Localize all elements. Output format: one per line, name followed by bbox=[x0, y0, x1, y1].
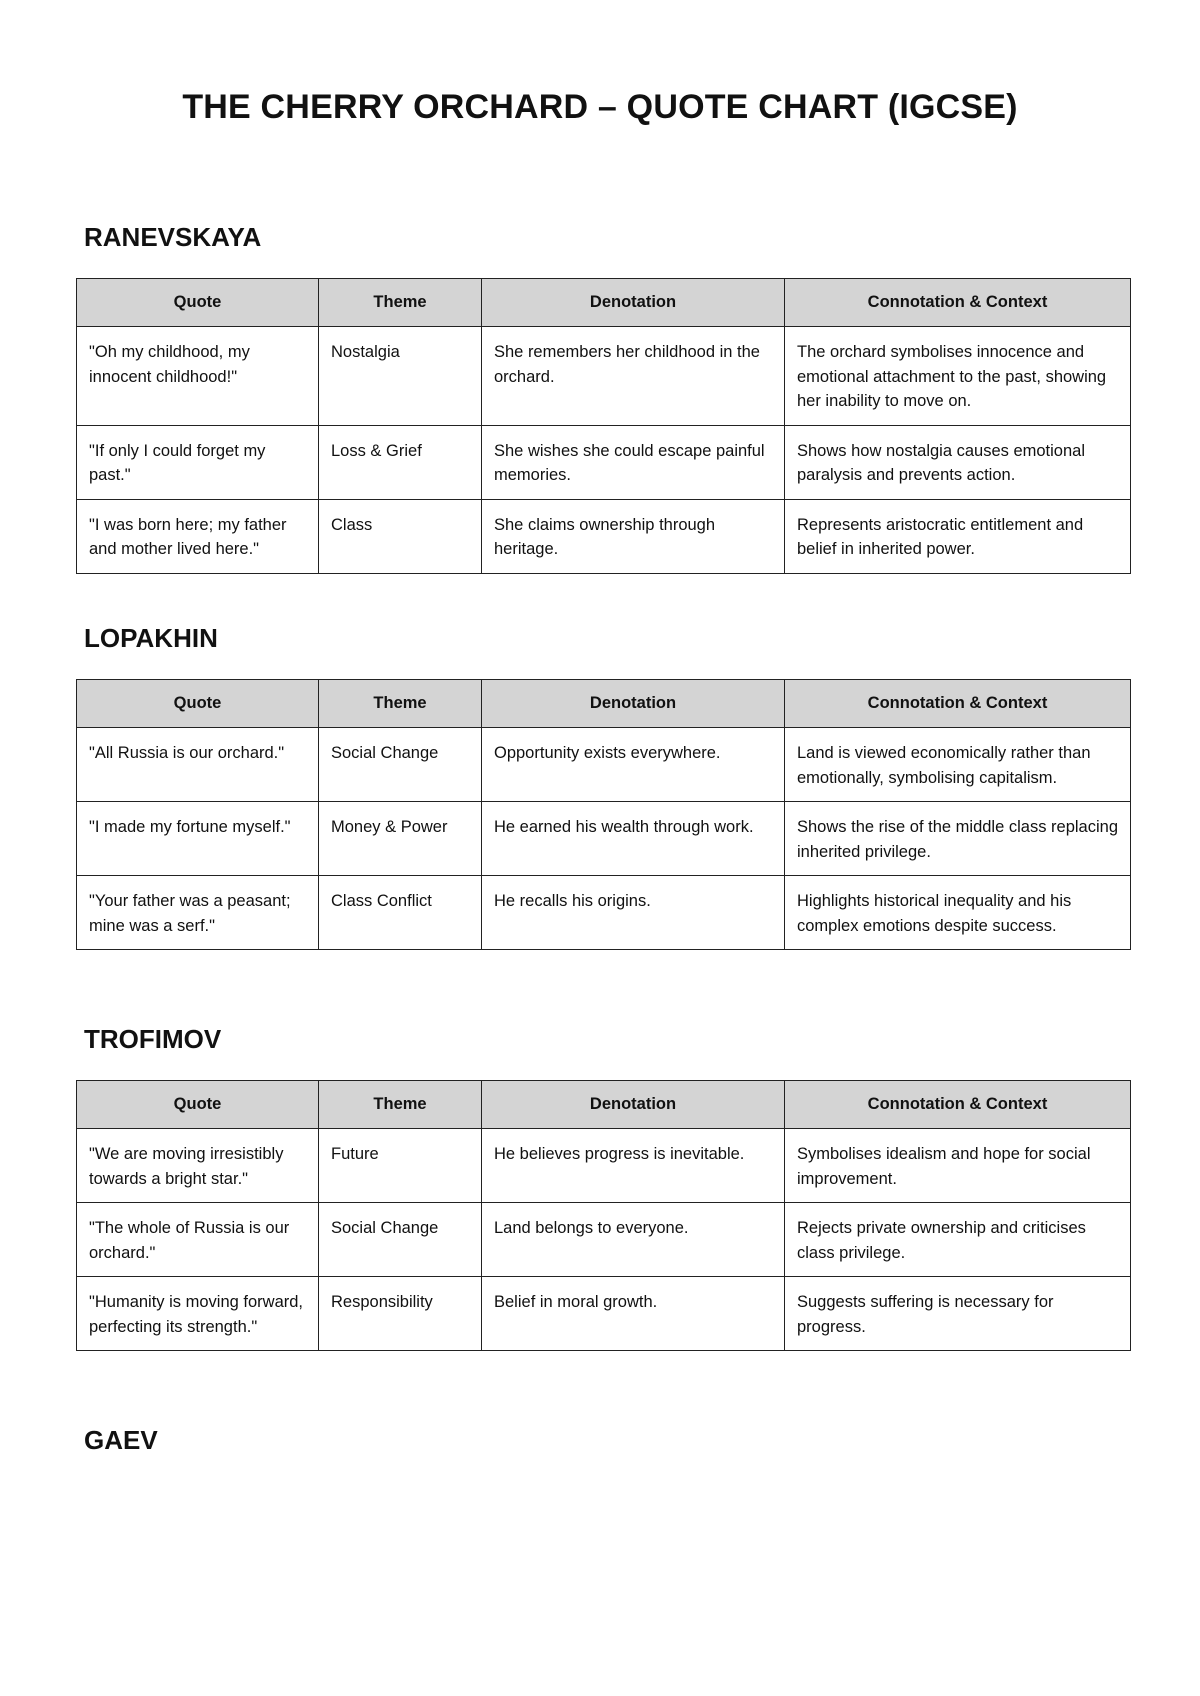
quote-cell: "If only I could forget my past." bbox=[77, 425, 319, 499]
header-connotation: Connotation & Context bbox=[785, 1081, 1131, 1129]
connotation-cell: The orchard symbolises innocence and emotional attachment to the past, showing her inability to move on. bbox=[785, 327, 1131, 426]
table-row bbox=[77, 1277, 1131, 1351]
section-heading-trofimov: TROFIMOV bbox=[84, 1024, 222, 1054]
table-row bbox=[77, 1129, 1131, 1203]
section-heading-gaev: GAEV bbox=[84, 1425, 158, 1455]
header-theme: Theme bbox=[319, 279, 482, 327]
quote-cell: "I was born here; my father and mother lived here." bbox=[77, 499, 319, 573]
section-heading-ranevskaya: RANEVSKAYA bbox=[84, 222, 262, 252]
theme-cell: Class Conflict bbox=[319, 876, 482, 950]
connotation-cell: Rejects private ownership and criticises class privilege. bbox=[785, 1203, 1131, 1277]
quote-table-ranevskaya bbox=[76, 278, 1131, 574]
quote-table-lopakhin bbox=[76, 679, 1131, 950]
connotation-cell: Highlights historical inequality and his complex emotions despite success. bbox=[785, 876, 1131, 950]
quote-cell: "Humanity is moving forward, perfecting its strength." bbox=[77, 1277, 319, 1351]
header-denotation: Denotation bbox=[482, 1081, 785, 1129]
denotation-cell: Land belongs to everyone. bbox=[482, 1203, 785, 1277]
theme-cell: Nostalgia bbox=[319, 327, 482, 426]
quote-cell: "I made my fortune myself." bbox=[77, 802, 319, 876]
quote-cell: "All Russia is our orchard." bbox=[77, 728, 319, 802]
header-theme: Theme bbox=[319, 680, 482, 728]
denotation-cell: He recalls his origins. bbox=[482, 876, 785, 950]
header-quote: Quote bbox=[77, 1081, 319, 1129]
quote-cell: "Oh my childhood, my innocent childhood!" bbox=[77, 327, 319, 426]
connotation-cell: Shows the rise of the middle class replacing inherited privilege. bbox=[785, 802, 1131, 876]
quote-cell: "We are moving irresistibly towards a bright star." bbox=[77, 1129, 319, 1203]
denotation-cell: Opportunity exists everywhere. bbox=[482, 728, 785, 802]
table-header-row bbox=[77, 680, 1131, 728]
table-header-row bbox=[77, 279, 1131, 327]
connotation-cell: Shows how nostalgia causes emotional paralysis and prevents action. bbox=[785, 425, 1131, 499]
header-denotation: Denotation bbox=[482, 279, 785, 327]
table-header-row bbox=[77, 1081, 1131, 1129]
table-row bbox=[77, 1203, 1131, 1277]
header-connotation: Connotation & Context bbox=[785, 680, 1131, 728]
table-row bbox=[77, 876, 1131, 950]
theme-cell: Social Change bbox=[319, 1203, 482, 1277]
table-row bbox=[77, 327, 1131, 426]
header-denotation: Denotation bbox=[482, 680, 785, 728]
denotation-cell: She wishes she could escape painful memories. bbox=[482, 425, 785, 499]
theme-cell: Loss & Grief bbox=[319, 425, 482, 499]
quote-table-trofimov bbox=[76, 1080, 1131, 1351]
connotation-cell: Represents aristocratic entitlement and belief in inherited power. bbox=[785, 499, 1131, 573]
denotation-cell: She claims ownership through heritage. bbox=[482, 499, 785, 573]
denotation-cell: He earned his wealth through work. bbox=[482, 802, 785, 876]
header-theme: Theme bbox=[319, 1081, 482, 1129]
table-row bbox=[77, 728, 1131, 802]
denotation-cell: She remembers her childhood in the orchard. bbox=[482, 327, 785, 426]
section-heading-lopakhin: LOPAKHIN bbox=[84, 623, 218, 653]
theme-cell: Class bbox=[319, 499, 482, 573]
table-row bbox=[77, 425, 1131, 499]
quote-cell: "Your father was a peasant; mine was a serf." bbox=[77, 876, 319, 950]
connotation-cell: Symbolises idealism and hope for social improvement. bbox=[785, 1129, 1131, 1203]
header-quote: Quote bbox=[77, 279, 319, 327]
page-title: THE CHERRY ORCHARD – QUOTE CHART (IGCSE) bbox=[182, 88, 1018, 126]
header-quote: Quote bbox=[77, 680, 319, 728]
theme-cell: Money & Power bbox=[319, 802, 482, 876]
connotation-cell: Land is viewed economically rather than emotionally, symbolising capitalism. bbox=[785, 728, 1131, 802]
theme-cell: Future bbox=[319, 1129, 482, 1203]
quote-cell: "The whole of Russia is our orchard." bbox=[77, 1203, 319, 1277]
header-connotation: Connotation & Context bbox=[785, 279, 1131, 327]
denotation-cell: He believes progress is inevitable. bbox=[482, 1129, 785, 1203]
theme-cell: Responsibility bbox=[319, 1277, 482, 1351]
table-row bbox=[77, 802, 1131, 876]
theme-cell: Social Change bbox=[319, 728, 482, 802]
table-row bbox=[77, 499, 1131, 573]
connotation-cell: Suggests suffering is necessary for progress. bbox=[785, 1277, 1131, 1351]
denotation-cell: Belief in moral growth. bbox=[482, 1277, 785, 1351]
